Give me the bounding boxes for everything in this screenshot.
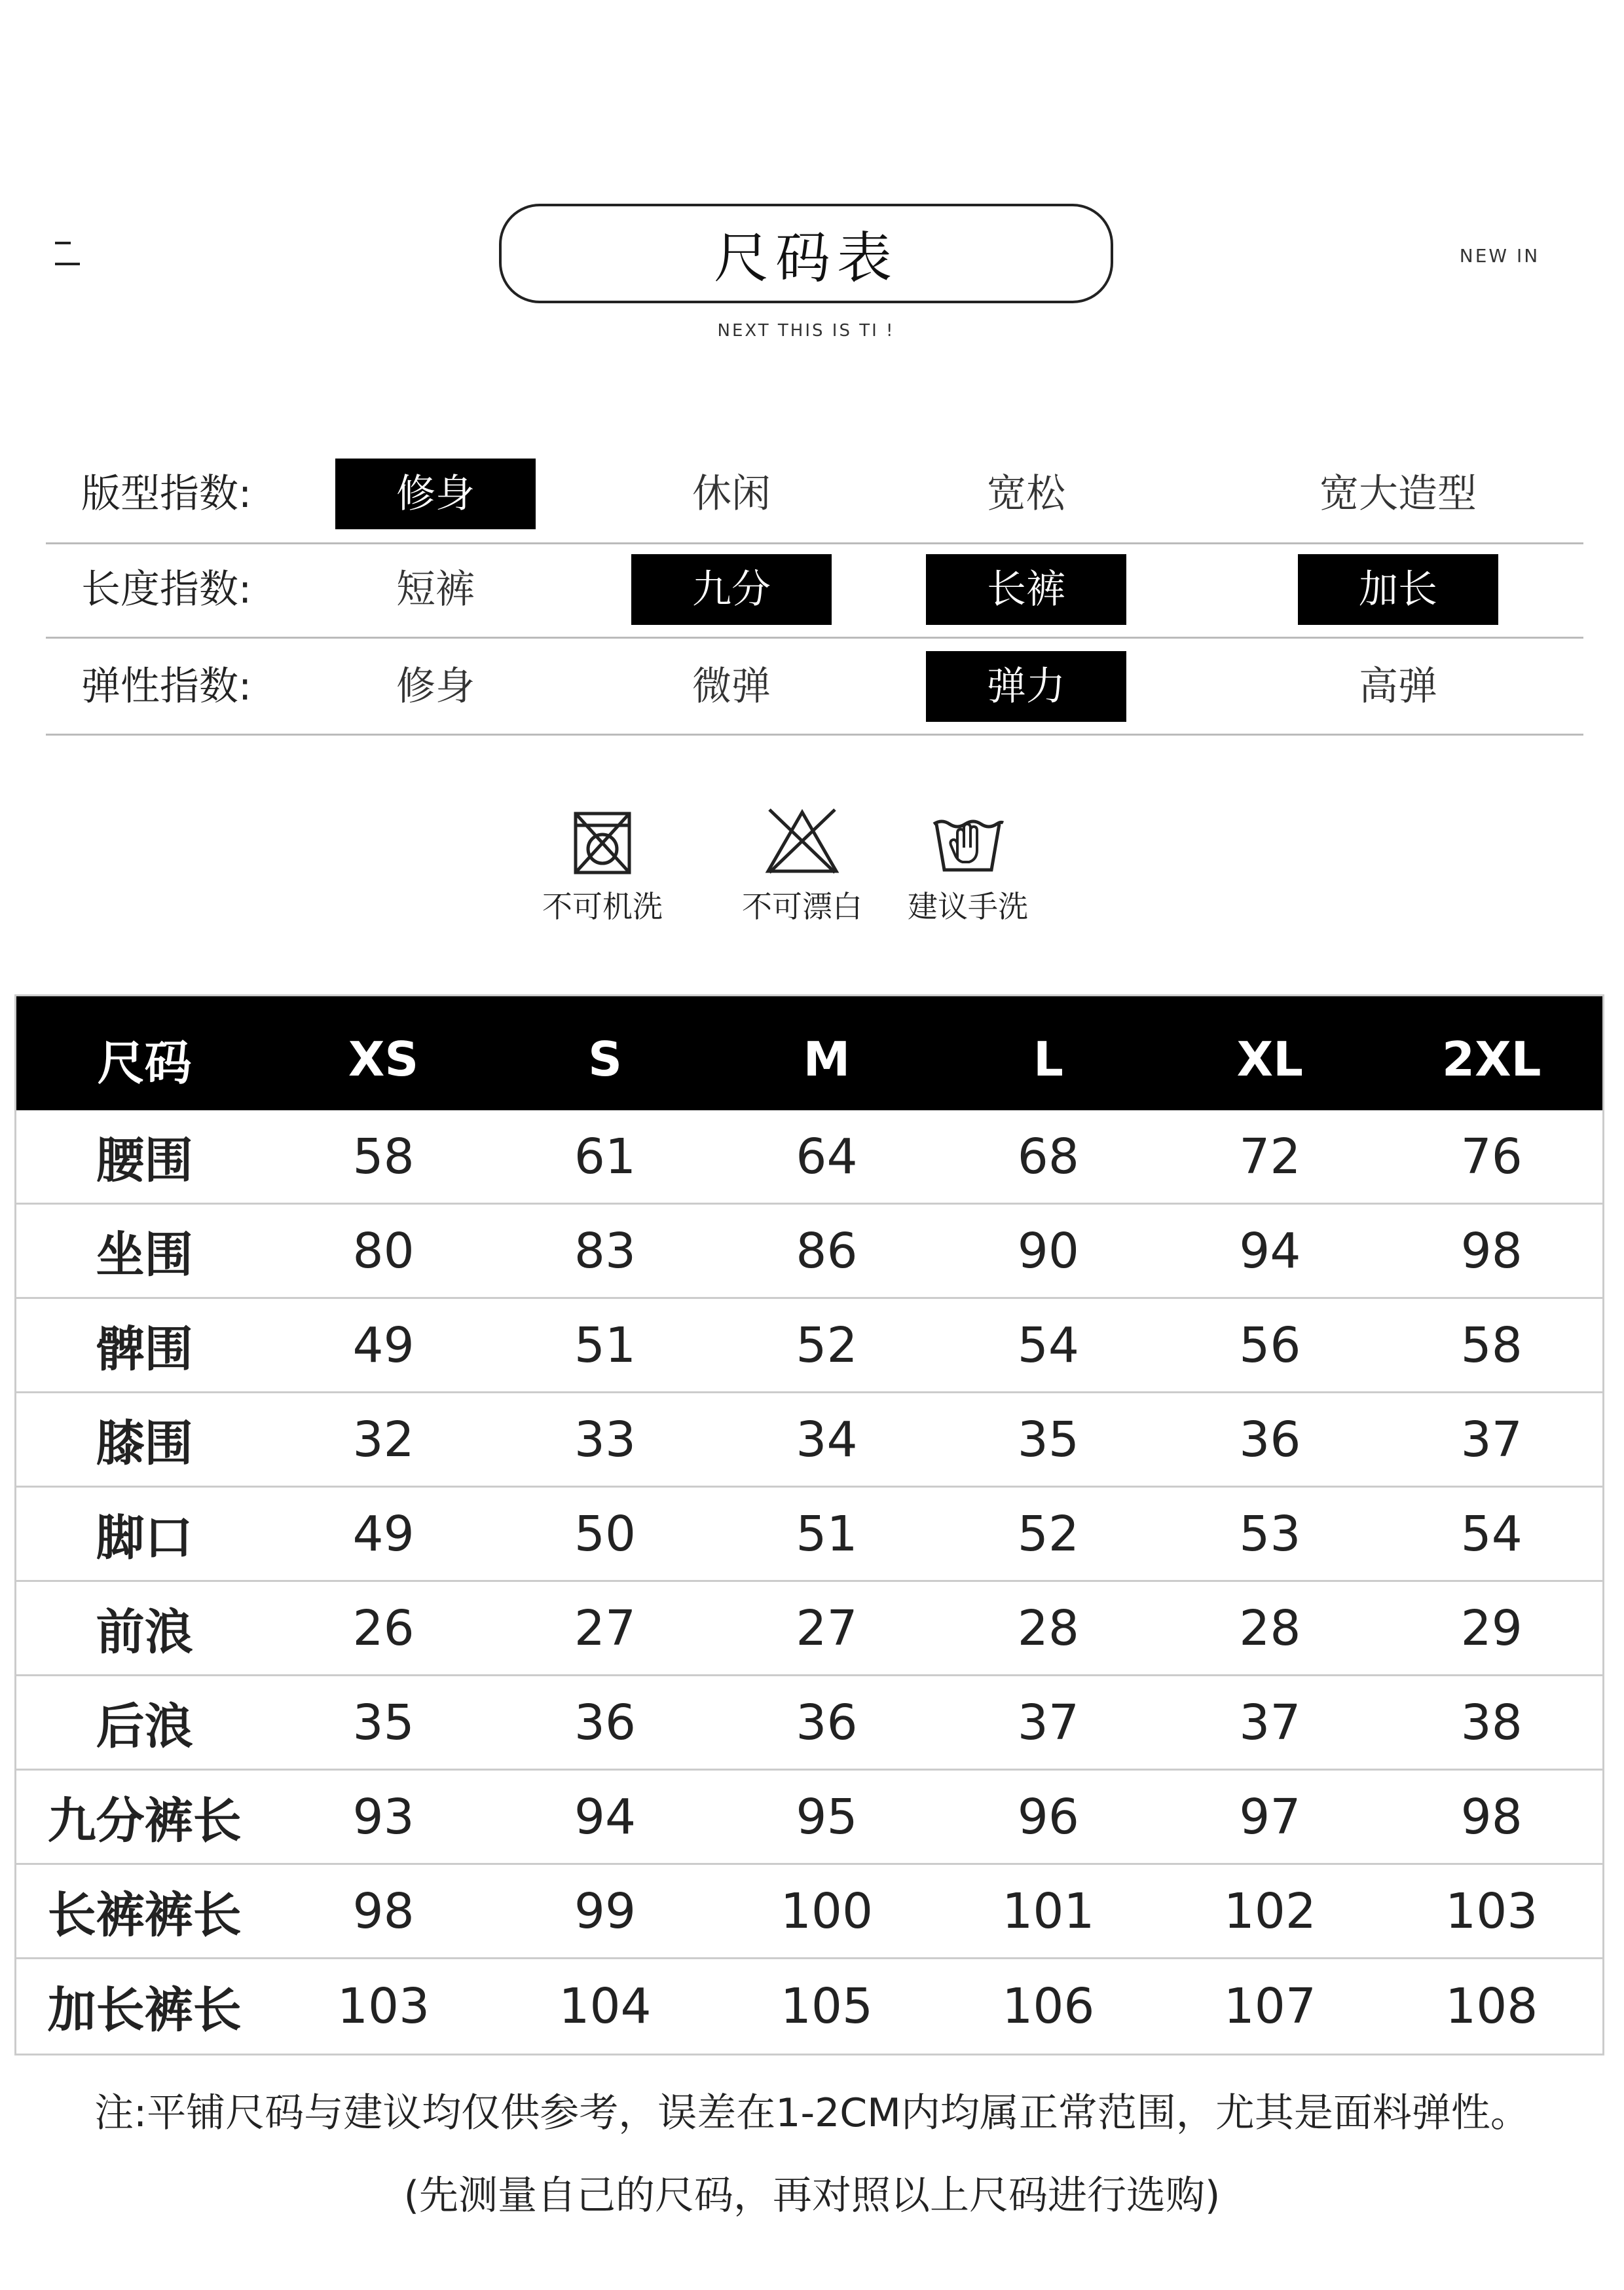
- fit-index-label: 版型指数:: [81, 471, 252, 517]
- measurement-name: 长裤裤长: [47, 1886, 242, 1943]
- measurement-value: 76: [1460, 1128, 1522, 1185]
- length-index-label: 长度指数:: [81, 567, 252, 612]
- care-label: 不可机洗: [542, 889, 663, 924]
- header-size-m: M: [803, 1032, 851, 1087]
- page-title: [499, 204, 1113, 303]
- length-index-option: 九分: [631, 554, 832, 625]
- divider: [46, 542, 1583, 544]
- measurement-value: 53: [1239, 1505, 1301, 1562]
- length-index-option: 短裤: [396, 567, 475, 612]
- divider: [46, 734, 1583, 736]
- measurement-value: 35: [1017, 1411, 1079, 1468]
- measurement-value: 37: [1017, 1694, 1079, 1751]
- measurement-value: 93: [352, 1788, 415, 1845]
- measurement-name: 前浪: [96, 1604, 193, 1661]
- measurement-value: 26: [352, 1600, 415, 1657]
- measurement-value: 56: [1239, 1317, 1301, 1374]
- measurement-value: 29: [1460, 1600, 1522, 1657]
- table-row: [16, 1959, 1602, 2054]
- size-table: [14, 994, 1604, 2055]
- measurement-name: 脚口: [96, 1509, 193, 1566]
- note-advice: (先测量自己的尺码，再对照以上尺码进行选购): [403, 2173, 1221, 2219]
- measurement-value: 90: [1017, 1222, 1079, 1279]
- table-row: [16, 1771, 1602, 1865]
- measurement-value: 54: [1017, 1317, 1079, 1374]
- measurement-value: 103: [1445, 1883, 1538, 1940]
- measurement-value: 98: [1460, 1222, 1522, 1279]
- no-machine-wash-icon: [566, 804, 638, 876]
- measurement-value: 52: [796, 1317, 858, 1374]
- measurement-value: 52: [1017, 1505, 1079, 1562]
- fit-index-option: 宽大造型: [1320, 471, 1477, 517]
- elasticity-index-option: 高弹: [1359, 664, 1437, 709]
- menu-icon[interactable]: [55, 239, 80, 267]
- measurement-value: 105: [780, 1978, 874, 2035]
- measurement-value: 37: [1239, 1694, 1301, 1751]
- measurement-value: 101: [1002, 1883, 1095, 1940]
- care-item-no-bleach: [717, 804, 887, 926]
- measurement-value: 106: [1002, 1978, 1095, 2035]
- header-size-label: 尺码: [97, 1036, 192, 1091]
- elasticity-index-label: 弹性指数:: [81, 664, 252, 709]
- care-item-no-machine-wash: [517, 804, 688, 926]
- measurement-value: 108: [1445, 1978, 1538, 2035]
- measurement-value: 104: [559, 1978, 652, 2035]
- care-label: 建议手洗: [908, 889, 1028, 924]
- measurement-value: 38: [1460, 1694, 1522, 1751]
- measurement-value: 36: [574, 1694, 637, 1751]
- measurement-value: 95: [796, 1788, 858, 1845]
- table-row: [16, 1582, 1602, 1676]
- table-row: [16, 1865, 1602, 1959]
- measurement-name: 后浪: [96, 1698, 193, 1755]
- measurement-value: 86: [796, 1222, 858, 1279]
- measurement-value: 99: [574, 1883, 637, 1940]
- measurement-value: 37: [1460, 1411, 1522, 1468]
- measurement-value: 36: [796, 1694, 858, 1751]
- measurement-value: 49: [352, 1505, 415, 1562]
- new-in-tag: NEW IN: [1459, 245, 1540, 267]
- page-subtitle: NEXT THIS IS TI !: [717, 321, 895, 341]
- measurement-name: 髀围: [96, 1321, 193, 1378]
- measurement-value: 28: [1017, 1600, 1079, 1657]
- table-row: [16, 1110, 1602, 1205]
- measurement-value: 51: [796, 1505, 858, 1562]
- measurement-value: 96: [1017, 1788, 1079, 1845]
- table-row: [16, 1393, 1602, 1488]
- fit-index-option: 休闲: [692, 471, 771, 517]
- measurement-value: 102: [1223, 1883, 1316, 1940]
- measurement-value: 68: [1017, 1128, 1079, 1185]
- page-title-text: 尺码表: [713, 225, 898, 290]
- no-bleach-icon: [763, 804, 841, 876]
- elasticity-index-option: 微弹: [692, 664, 771, 709]
- elasticity-index-option: 修身: [396, 664, 475, 709]
- measurement-value: 35: [352, 1694, 415, 1751]
- measurement-value: 80: [352, 1222, 415, 1279]
- table-row: [16, 1205, 1602, 1299]
- measurement-value: 58: [352, 1128, 415, 1185]
- measurement-value: 27: [574, 1600, 637, 1657]
- length-index-option: 长裤: [926, 554, 1126, 625]
- note-disclaimer: 注:平铺尺码与建议均仅供参考，误差在1-2CM内均属正常范围，尤其是面料弹性。: [94, 2090, 1530, 2136]
- measurement-value: 27: [796, 1600, 858, 1657]
- table-row: [16, 1488, 1602, 1582]
- length-index-option: 加长: [1298, 554, 1498, 625]
- table-header-row: [16, 996, 1602, 1110]
- care-label: 不可漂白: [742, 889, 862, 924]
- measurement-value: 94: [574, 1788, 637, 1845]
- elasticity-index-option: 弹力: [926, 651, 1126, 722]
- measurement-name: 九分裤长: [47, 1792, 242, 1849]
- measurement-name: 坐围: [96, 1226, 193, 1283]
- measurement-name: 加长裤长: [47, 1982, 242, 2038]
- fit-index-option: 修身: [335, 459, 536, 529]
- measurement-name: 膝围: [96, 1415, 193, 1472]
- measurement-value: 97: [1239, 1788, 1301, 1845]
- measurement-value: 32: [352, 1411, 415, 1468]
- table-row: [16, 1676, 1602, 1771]
- header-size-xl: XL: [1236, 1032, 1304, 1087]
- measurement-value: 49: [352, 1317, 415, 1374]
- measurement-value: 28: [1239, 1600, 1301, 1657]
- measurement-value: 100: [780, 1883, 874, 1940]
- measurement-value: 54: [1460, 1505, 1522, 1562]
- measurement-value: 58: [1460, 1317, 1522, 1374]
- measurement-value: 33: [574, 1411, 637, 1468]
- measurement-name: 腰围: [96, 1132, 193, 1189]
- measurement-value: 50: [574, 1505, 637, 1562]
- divider: [46, 637, 1583, 639]
- measurement-value: 36: [1239, 1411, 1301, 1468]
- fit-index-option: 宽松: [987, 471, 1065, 517]
- care-item-hand-wash: [883, 804, 1053, 926]
- measurement-value: 98: [1460, 1788, 1522, 1845]
- measurement-value: 51: [574, 1317, 637, 1374]
- header-size-s: S: [588, 1032, 622, 1087]
- header-size-l: L: [1033, 1032, 1063, 1087]
- measurement-value: 107: [1223, 1978, 1316, 2035]
- header-size-2xl: 2XL: [1442, 1032, 1541, 1087]
- measurement-value: 98: [352, 1883, 415, 1940]
- measurement-value: 34: [796, 1411, 858, 1468]
- measurement-value: 61: [574, 1128, 637, 1185]
- measurement-value: 83: [574, 1222, 637, 1279]
- measurement-value: 64: [796, 1128, 858, 1185]
- header-size-xs: XS: [348, 1032, 419, 1087]
- measurement-value: 94: [1239, 1222, 1301, 1279]
- table-row: [16, 1299, 1602, 1393]
- measurement-value: 72: [1239, 1128, 1301, 1185]
- hand-wash-icon: [929, 804, 1007, 876]
- measurement-value: 103: [337, 1978, 430, 2035]
